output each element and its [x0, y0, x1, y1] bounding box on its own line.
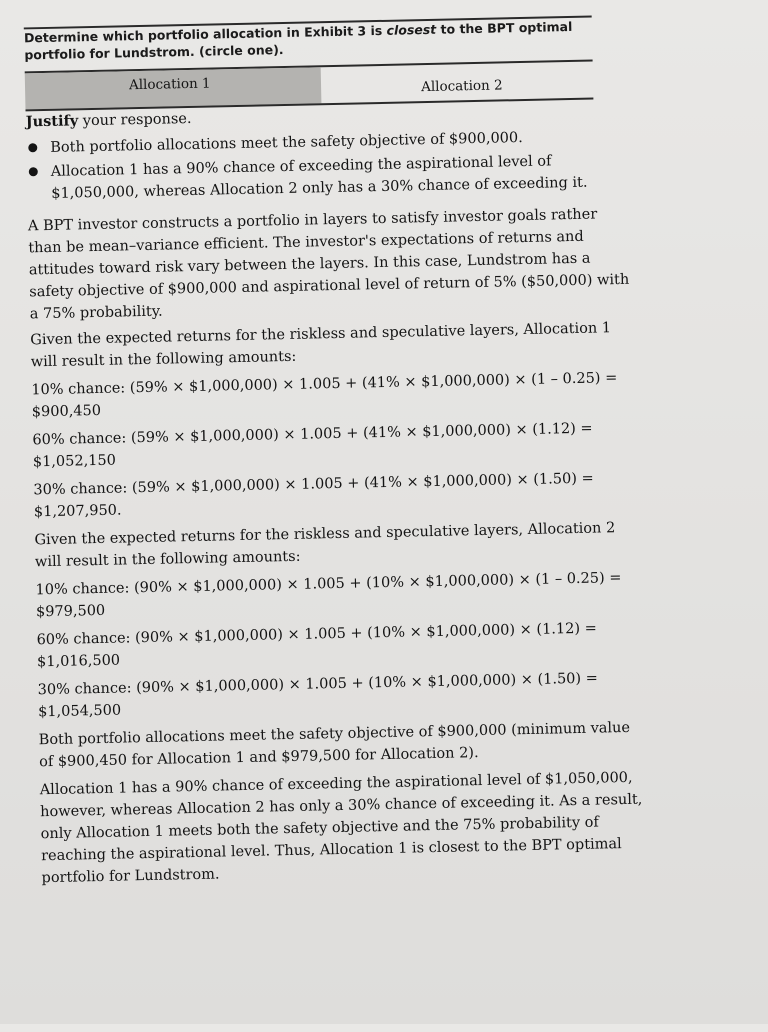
bullet-text: Allocation 1 has a 90% chance of exceeding the aspirational level of $1,050,000, whereas Allocation 2 only has a 30% chance of exceeding it.	[50, 153, 588, 202]
explanation-paragraph: A BPT investor constructs a portfolio in layers to satisfy investor goals rather than be mean–variance efficient. The investor's expectations of returns and attitudes toward risk vary between the layers. In this case, Lundstrom has a safety objective of $900,000 and aspirational level of return of 5% ($50,000) with a 75% probability.	[27, 206, 630, 323]
allocation-1-line-60: 60% chance: (59% × $1,000,000) × 1.005 + (41% × $1,000,000) × (1.12) = $1,052,150	[32, 420, 593, 471]
bullet-text: Both portfolio allocations meet the safety objective of $900,000.	[50, 130, 523, 156]
allocation-1-cell[interactable]	[25, 67, 322, 109]
allocation-1-line-10: 10% chance: (59% × $1,000,000) × 1.005 + (41% × $1,000,000) × (1 – 0.25) = $900,450	[31, 370, 618, 421]
allocation-1-intro: Given the expected returns for the riskless and speculative layers, Allocation 1 will result in the following amounts:	[30, 320, 612, 371]
allocation-2-label: Allocation 2	[420, 77, 503, 96]
justify-bold: Justify	[25, 112, 79, 131]
allocation-2-cell[interactable]	[321, 62, 594, 104]
allocation-2-line-10: 10% chance: (90% × $1,000,000) × 1.005 + (10% × $1,000,000) × (1 – 0.25) = $979,500	[35, 570, 622, 621]
question-suffix: to the BPT optimal portfolio for Lundstrom. (circle one).	[24, 18, 573, 63]
summary-bullets	[12, 125, 633, 206]
justify-rest: your response.	[78, 110, 192, 130]
question-heading	[24, 18, 585, 64]
conclusion-aspirational: Allocation 1 has a 90% chance of exceeding the aspirational level of $1,050,000, however, whereas Allocation 2 has only a 30% chance of exceeding it. As a result, only Allocation 1 meets both the safety objective and the 75% probability of reaching the aspirational level. Thus, Allocation 1 is closest to the BPT optimal portfolio for Lundstrom.	[39, 769, 643, 887]
question-prefix: Determine which portfolio allocation in Exhibit 3 is	[23, 22, 383, 46]
answer-body	[12, 99, 648, 894]
allocation-2-line-60: 60% chance: (90% × $1,000,000) × 1.005 + (10% × $1,000,000) × (1.12) = $1,016,500	[36, 620, 597, 671]
conclusion-safety: Both portfolio allocations meet the safety objective of $900,000 (minimum value of $900,450 for Allocation 1 and $979,500 for Allocation 2).	[38, 719, 631, 771]
bullet-icon	[28, 143, 37, 152]
question-emphasis: closest	[386, 21, 437, 38]
allocation-1-line-30: 30% chance: (59% × $1,000,000) × 1.005 + (41% × $1,000,000) × (1.50) = $1,207,950.	[33, 470, 594, 521]
bullet-icon	[29, 167, 38, 176]
allocation-2-line-30: 30% chance: (90% × $1,000,000) × 1.005 + (10% × $1,000,000) × (1.50) = $1,054,500	[37, 670, 599, 721]
allocation-1-label: Allocation 1	[128, 75, 211, 94]
allocation-2-intro: Given the expected returns for the riskless and speculative layers, Allocation 2 will result in the following amounts:	[34, 520, 616, 571]
